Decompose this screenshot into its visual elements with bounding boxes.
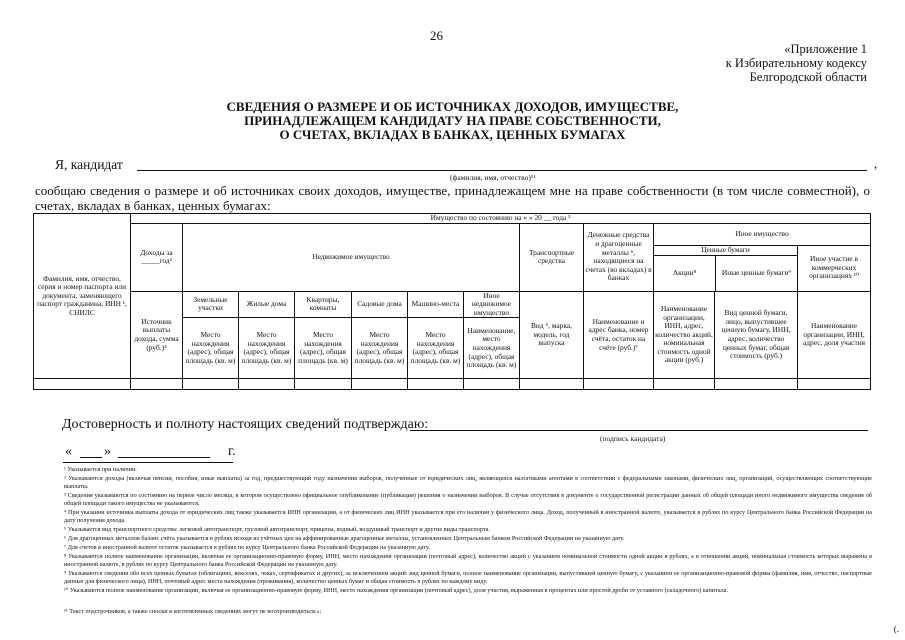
footnote-6: ⁶ Для драгоценных металлов баланс счёта указывается в рублях исходя из учётных цен на аффинированные драгоценные металлы, установленных Центральным банком Российской Федерации на указанную дату. — [64, 535, 625, 542]
table-cell[interactable] — [520, 379, 584, 390]
footnote-2: ² Указываются доходы (включая пенсии, пособия, иные выплаты) за год, предшествующий году назначения выборов, полученные от юридических лиц, являющихся налоговыми агентами в соответствии с федеральными законами, физических лиц, организаций, осуществляющих соответствующие выплаты. — [64, 475, 872, 490]
appendix-line-3: Белгородской области — [749, 70, 867, 84]
table-cell[interactable] — [408, 379, 464, 390]
footnote-8: ⁸ Указываются полное наименование организации, включая ее организационно-правовую форму, ИНН, место нахождения организации (почтовый адрес), количество акций с указанием номинальной стоимости одной акции в рублях, а в отношении акций, номинальная стоимость которых выражена в иностранной валюте, в рублях по курсу Центрального банка Российской Федерации на указанную дату. — [64, 553, 872, 568]
table-cell[interactable] — [34, 379, 131, 390]
re-location-other: Наименование, место нахождения (адрес), общая площадь (кв. м) — [464, 318, 520, 379]
re-type-land: Земельные участки — [183, 291, 239, 318]
candidate-name-field[interactable] — [137, 170, 867, 171]
table-cell[interactable] — [654, 379, 715, 390]
footnote-1: ¹ Указывается при наличии. — [64, 466, 137, 473]
date-year-suffix: г. — [228, 444, 236, 459]
other-property-header: Иное имущество — [654, 223, 871, 245]
re-location-houses: Место нахождения (адрес), общая площадь (кв. м) — [239, 318, 295, 379]
income-source-header: Источник выплаты дохода, сумма (руб.)⁴ — [131, 291, 183, 379]
table-row-empty — [34, 379, 871, 390]
money-header: Денежные средства и драгоценные металлы ⁶, находящиеся на счетах (во вкладах) в банках — [584, 223, 654, 291]
title-line-2: ПРИНАДЛЕЖАЩЕМ КАНДИДАТУ НА ПРАВЕ СОБСТВЕННОСТИ, — [244, 113, 661, 128]
signature-caption: (подпись кандидата) — [600, 434, 666, 443]
re-location-apartments: Место нахождения (адрес), общая площадь (кв. м) — [295, 318, 352, 379]
transport-detail: Вид ⁵, марка, модель, год выпуска — [520, 291, 584, 379]
candidate-field-caption: (фамилия, имя, отчество)¹¹ — [450, 173, 536, 182]
signature-field[interactable] — [410, 430, 868, 431]
table-cell[interactable] — [183, 379, 239, 390]
property-header: Имущество по состоянию на « » 20 __ года ³ — [131, 214, 871, 224]
date-day-field[interactable] — [80, 457, 102, 458]
title-line-1: СВЕДЕНИЯ О РАЗМЕРЕ И ОБ ИСТОЧНИКАХ ДОХОДОВ, ИМУЩЕСТВЕ, — [226, 99, 679, 114]
table-cell[interactable] — [584, 379, 654, 390]
table-cell[interactable] — [352, 379, 408, 390]
page-number: 26 — [430, 28, 443, 43]
footnote-7: ⁷ Для счетов в иностранной валюте остаток указывается в рублях по курсу Центрального банка Российской Федерации на указанную дату. — [64, 544, 430, 551]
re-location-land: Место нахождения (адрес), общая площадь (кв. м) — [183, 318, 239, 379]
other-securities-header: Иные ценные бумаги⁹ — [721, 267, 792, 277]
transport-header: Транспортные средства — [520, 223, 584, 291]
property-table — [33, 213, 871, 390]
footnote-4: ⁴ При указании источника выплаты дохода от юридических лиц также указывается ИНН организации, а от физических лиц ИНН указывается при его наличии у физического лица. Доход, полученный в иностранной валюте, указывается в рублях по курсу Центрального банка Российской Федерации на дату получения дохода. — [64, 509, 872, 524]
intro-text: сообщаю сведения о размере и об источниках своих доходов, имуществе, принадлежащем мне на праве собственности (в том числе совместной), о счетах, вкладах в банках, ценных бумагах: — [35, 183, 870, 213]
other-securities-detail: Вид ценной бумаги, лицо, выпустившее ценную бумагу, ИНН, адрес, количество ценных бумаг, общая стоимость (руб.) — [715, 291, 798, 379]
table-cell[interactable] — [295, 379, 352, 390]
appendix-line-2: к Избирательному кодексу — [725, 56, 867, 70]
confirm-label: Достоверность и полноту настоящих сведений подтверждаю: — [62, 417, 429, 432]
col-person-header: Фамилия, имя, отчество, серия и номер паспорта или документа, заменяющего паспорт гражданина, ИНН ¹, СНИЛС — [34, 214, 131, 379]
real-estate-header: Недвижимое имущество — [183, 223, 520, 291]
re-type-apartments: Квартиры, комнаты — [295, 291, 352, 318]
shares-detail: Наименование организации, ИНН, адрес, количество акций, номинальная стоимость одной акции (руб.) — [654, 291, 715, 379]
corner-mark: (. — [893, 624, 899, 634]
title-line-3: О СЧЕТАХ, ВКЛАДАХ В БАНКАХ, ЦЕННЫХ БУМАГАХ — [279, 127, 626, 142]
table-cell[interactable] — [131, 379, 183, 390]
footnote-5: ⁵ Указывается вид транспортного средства: легковой автотранспорт, грузовой автотранспорт, прицепы, водный, воздушный транспорт и другие виды транспорта. — [64, 526, 490, 533]
footnote-10: ¹⁰ Указываются полное наименование организации, включая ее организационно-правовую форму, ИНН, место нахождения организации (почтовый адрес), доля участия, выраженная в процентах или простой дроби от уставного (складочного) капитала. — [64, 587, 729, 594]
footnote-3: ³ Сведения указываются по состоянию на первое число месяца, в котором осуществлено официальное опубликование (публикация) решения о назначении выборов. В случае отсутствия в документе о государственной регистрации данных об общей площади иного недвижимого имущества сведения об общей площади такого имущества не указываются. — [64, 492, 872, 507]
candidate-label: Я, кандидат — [55, 157, 123, 172]
date-close-quote: » — [104, 444, 111, 459]
re-type-other: Иное недвижимое имущество — [464, 291, 520, 318]
candidate-comma: , — [874, 156, 878, 171]
money-detail: Наименование и адрес банка, номер счёта, остаток на счёте (руб.)⁷ — [584, 291, 654, 379]
re-location-parking: Место нахождения (адрес), общая площадь (кв. м) — [408, 318, 464, 379]
re-type-parking: Машино-места — [408, 291, 464, 318]
document-title — [0, 100, 905, 142]
table-cell[interactable] — [239, 379, 295, 390]
re-location-garden: Место нахождения (адрес), общая площадь (кв. м) — [352, 318, 408, 379]
date-open-quote: « — [65, 444, 72, 459]
other-participation-header: Иное участие в коммерческих организациях ¹⁰ — [798, 245, 871, 291]
re-type-garden-houses: Садовые дома — [352, 291, 408, 318]
appendix-line-1: «Приложение 1 — [784, 42, 867, 56]
shares-header: Акции⁸ — [654, 256, 716, 291]
col-income-header: Доходы за _____год² — [131, 223, 183, 291]
re-type-houses: Жилые дома — [239, 291, 295, 318]
table-cell[interactable] — [798, 379, 871, 390]
table-cell[interactable] — [715, 379, 798, 390]
appendix-header — [726, 42, 867, 84]
table-cell[interactable] — [464, 379, 520, 390]
footnote-11: ¹¹ Текст подстрочников, а также сноски в изготовленных сведениях могут не воспроизводиться.»; — [64, 608, 322, 615]
footnote-9: ⁹ Указываются сведения обо всех ценных бумагах (облигациях, векселях, чеках, сертификатах и других), за исключением акций: вид ценной бумаги, полное наименование организации, выпустившей ценную бумагу, с указанием ее организационно-правовой формы (фамилия, имя, отчество, паспортные данные для физического лица), ИНН, почтовый адрес места нахождения (проживания), количество ценных бумаг и общая стоимость в рублях по каждому виду. — [64, 570, 872, 585]
participation-detail: Наименование организации, ИНН, адрес, доля участия — [798, 291, 871, 379]
footnote-divider — [63, 462, 233, 463]
date-month-year-field[interactable] — [118, 457, 210, 458]
securities-header: Ценные бумаги — [654, 246, 797, 256]
